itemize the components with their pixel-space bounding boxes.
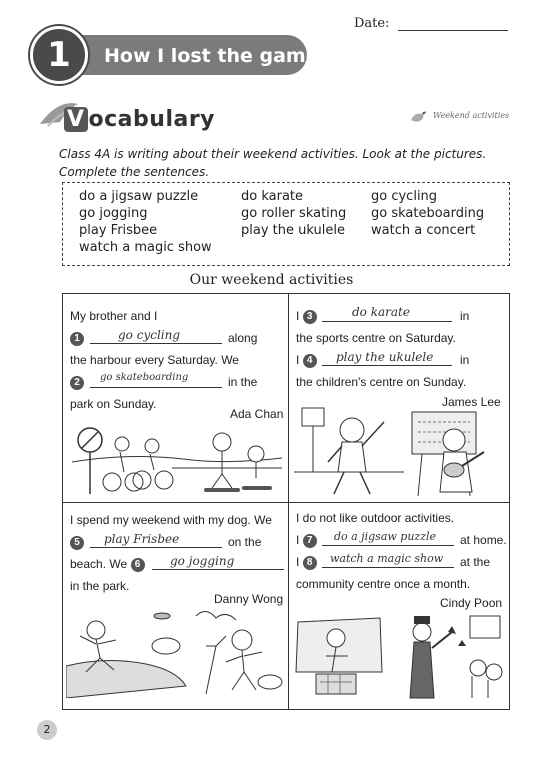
panel-text: I do not like outdoor activities. [296,511,455,525]
panel-text: the children's centre on Sunday. [296,375,467,389]
word-item: watch a magic show [79,240,212,255]
author-name: James Lee [442,395,501,409]
panel-text: along [228,331,258,345]
word-item: go jogging [79,206,148,221]
question-line [70,375,84,390]
panel-text: I [296,555,300,569]
panel-text: in the park. [70,579,130,593]
answer-blank [90,387,222,388]
answer-text[interactable]: play the ukulele [336,350,434,364]
question-number: 6 [131,558,145,572]
question-line [70,331,84,346]
unit-title: How I lost the game [104,45,319,67]
answer-blank [152,569,284,570]
answer-blank [322,545,454,546]
instructions: Class 4A is writing about their weekend activities. Look at the pictures. Complete the sentences. [59,147,487,179]
panel-text: My brother and I [70,309,158,323]
panel-text: I [296,353,300,367]
question-line [296,309,317,324]
author-name: Cindy Poon [440,596,503,610]
panel-text: in the [228,375,258,389]
panel-text: I [296,533,300,547]
question-line [70,535,84,550]
author-name: Danny Wong [214,592,284,606]
answer-text[interactable]: go skateboarding [100,372,189,383]
panel-text: in [460,309,470,323]
word-item: go cycling [371,189,438,204]
answer-text[interactable]: go cycling [118,328,181,342]
panel-text: on the [228,535,262,549]
question-line [296,555,317,570]
panel-text: the sports centre on Saturday. [296,331,456,345]
frisbee-jogging-illustration [66,606,284,698]
bird-icon [407,104,431,128]
karate-ukulele-illustration [294,402,506,498]
answer-blank [90,547,222,548]
question-number: 4 [303,354,317,368]
question-number: 8 [303,556,317,570]
word-item: do karate [241,189,304,204]
word-item: play Frisbee [79,223,158,238]
question-number: 3 [303,310,317,324]
word-item: go roller skating [241,206,347,221]
answer-text[interactable]: do karate [352,305,410,319]
question-number: 5 [70,536,84,550]
cycling-skateboarding-illustration [72,424,282,498]
word-item: go skateboarding [371,206,485,221]
word-item: do a jigsaw puzzle [79,189,199,204]
word-item: watch a concert [371,223,476,238]
question-line [296,353,317,368]
unit-number-badge: 1 [30,26,88,84]
word-box [62,182,510,266]
question-number: 2 [70,376,84,390]
word-item: play the ukulele [241,223,345,238]
answer-blank [322,567,454,568]
answer-text[interactable]: go jogging [170,554,235,568]
question-number: 1 [70,332,84,346]
vocabulary-title: V ocabulary [64,107,215,132]
question-line [70,557,145,572]
date-label: Date: [354,16,390,31]
grid-divider-horizontal [62,502,510,503]
topic-label: Weekend activities [433,111,510,120]
date-line [398,30,508,31]
author-name: Ada Chan [230,407,284,421]
panel-text: I spend my weekend with my dog. We [70,513,272,527]
answer-blank [322,365,452,366]
panel-text: park on Sunday. [70,397,157,411]
panel-text: at home. [460,533,507,547]
answer-blank [90,343,222,344]
panel-text: community centre once a month. [296,577,471,591]
panel-text: I [296,309,300,323]
panel-text: the harbour every Saturday. We [70,353,239,367]
answer-blank [322,321,452,322]
jigsaw-magic-show-illustration [292,612,506,702]
answer-text[interactable]: play Frisbee [104,532,180,546]
panel-text: at the [460,555,491,569]
panel-text: beach. We [70,557,128,571]
section-title: Our weekend activities [189,272,354,288]
question-line [296,533,317,548]
page-number: 2 [37,720,57,740]
question-number: 7 [303,534,317,548]
answer-text[interactable]: do a jigsaw puzzle [334,530,437,543]
answer-text[interactable]: watch a magic show [330,552,444,565]
panel-text: in [460,353,470,367]
